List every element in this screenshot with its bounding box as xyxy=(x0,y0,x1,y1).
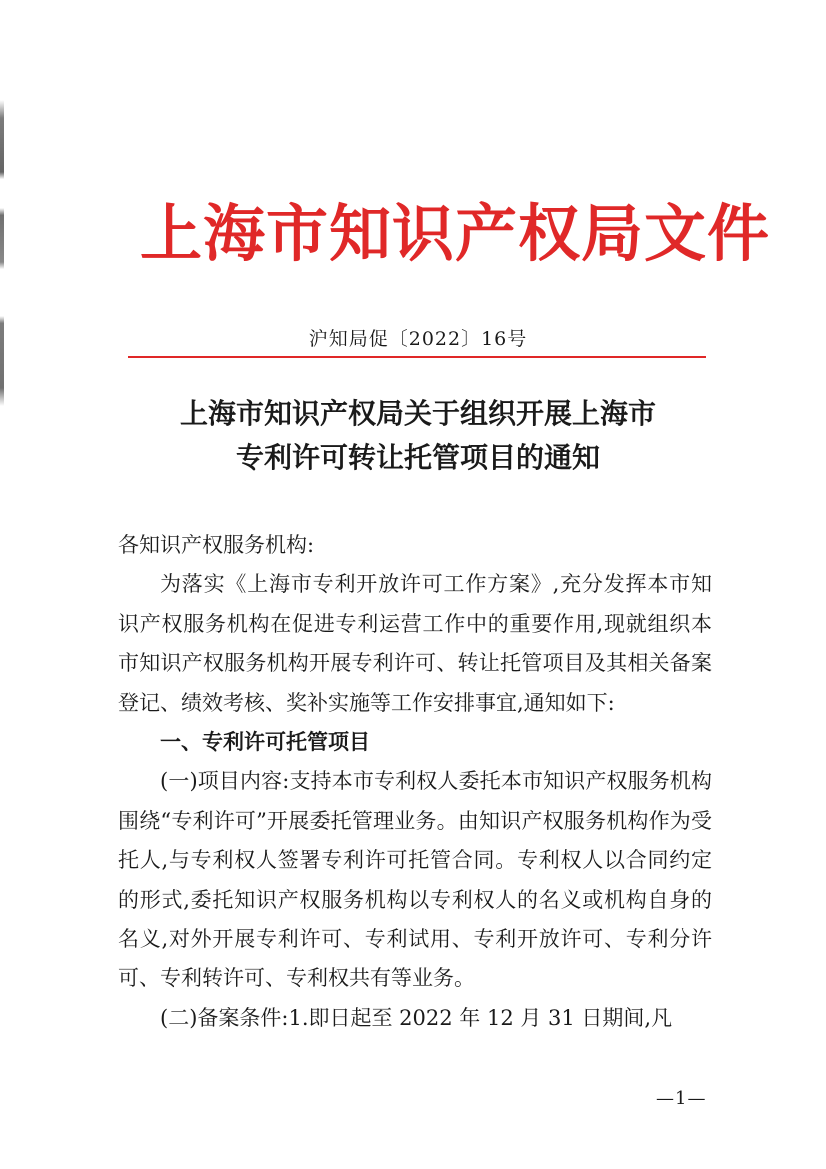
document-header-title: 上海市知识产权局文件 xyxy=(140,197,771,270)
document-number: 沪知局促〔2022〕16号 xyxy=(308,328,528,350)
intro-paragraph: 为落实《上海市专利开放许可工作方案》,充分发挥本市知识产权服务机构在促进专利运营工作中的重要作用,现就组织本市知识产权服务机构开展专利许可、转让托管项目及其相关备案登记、绩效考核、奖补实施等工作安排事宜,通知如下: xyxy=(118,572,712,715)
scan-binding-edge xyxy=(0,100,4,460)
header-red-divider xyxy=(128,356,706,358)
page-number: —1— xyxy=(656,1088,707,1109)
section-heading-1: 一、专利许可托管项目 xyxy=(160,730,370,755)
notice-title-line-1: 上海市知识产权局关于组织开展上海市 xyxy=(179,397,656,430)
notice-body xyxy=(118,526,712,1038)
salutation: 各知识产权服务机构: xyxy=(118,533,315,557)
item-1-paragraph: (一)项目内容:支持本市专利权人委托本市知识产权服务机构围绕“专利许可”开展委托管理业务。由知识产权服务机构作为受托人,与专利权人签署专利许可托管合同。专利权人以合同约定的形式,委托知识产权服务机构以专利权人的名义或机构自身的名义,对外开展专利许可、专利试用、专利开放许可、专利分许可、专利转许可、专利权共有等业务。 xyxy=(118,769,712,991)
notice-title xyxy=(120,392,716,480)
notice-title-line-2: 专利许可转让托管项目的通知 xyxy=(235,441,600,474)
item-2-paragraph: (二)备案条件:1.即日起至 2022 年 12 月 31 日期间,凡 xyxy=(160,1005,673,1030)
